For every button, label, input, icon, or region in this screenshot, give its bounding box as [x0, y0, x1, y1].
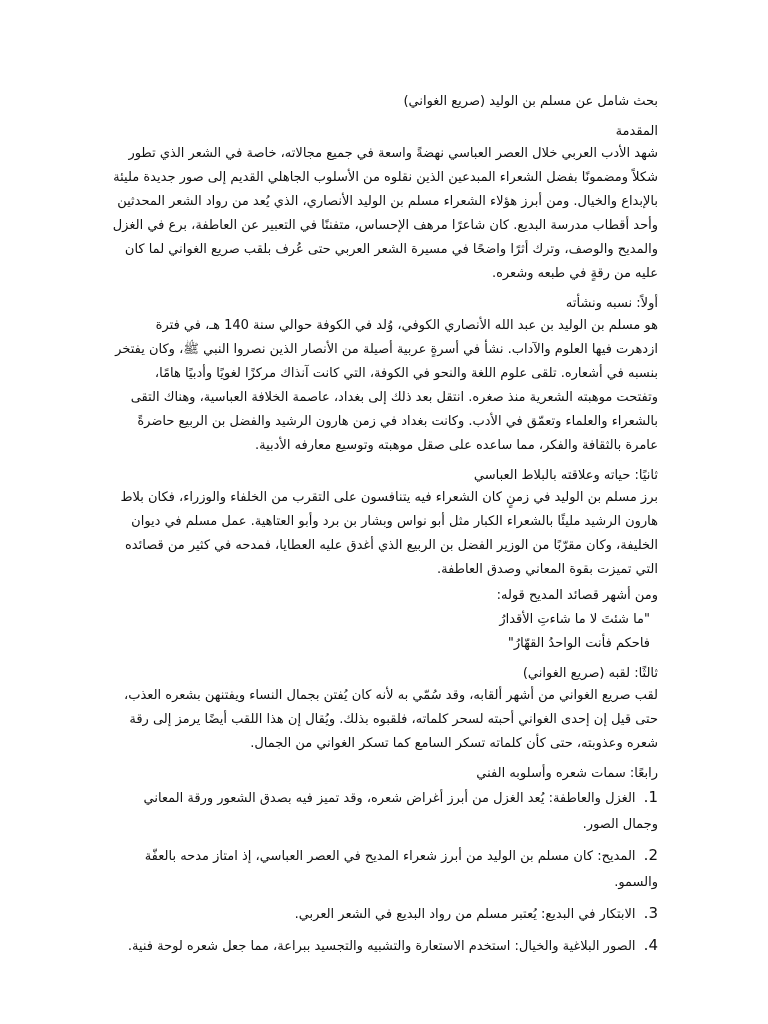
list-item-text: الغزل والعاطفة: يُعد الغزل من أبرز أغراض شعره، وقد تميز فيه بصدق الشعور ورقة المعاني وجمال الصور. [143, 791, 658, 832]
list-item-number: 4. [643, 936, 658, 954]
list-item-text: الصور البلاغية والخيال: استخدم الاستعارة والتشبيه والتجسيد ببراعة، مما جعل شعره لوحة فنية. [127, 939, 636, 954]
list-item-number: 3. [643, 904, 658, 922]
list-item [112, 900, 658, 928]
nickname-heading: ثالثًا: لقبه (صريع الغواني) [522, 666, 658, 681]
court-heading: ثانيًا: حياته وعلاقته بالبلاط العباسي [473, 468, 658, 483]
lineage-paragraph: هو مسلم بن الوليد بن عبد الله الأنصاري الكوفي، وُلد في الكوفة حوالي سنة 140 هـ، في فترة ازدهرت فيها العلوم والآداب. نشأ في أسرةٍ عربية أصيلة من الأنصار الذين نصروا النبي ﷺ، وكان يفتخر بنسبه في أشعاره. تلقى علوم اللغة والنحو في الكوفة، التي كانت آنذاك مركزًا لغويًا وأدبيًا هامًا، وتفتحت موهبته الشعرية منذ صغره. انتقل بعد ذلك إلى بغداد، عاصمة الخلافة العباسية، وهناك التقى بالشعراء والعلماء وتعمّق في الأدب. وكانت بغداد في زمن هارون الرشيد والفضل بن الربيع حاضرةً عامرة بالثقافة والفكر، مما ساعده على صقل موهبته وتوسيع معارفه الأدبية. [115, 318, 658, 453]
document-body [112, 92, 658, 964]
style-heading: رابعًا: سمات شعره وأسلوبه الفني [476, 766, 658, 781]
list-item-text: المديح: كان مسلم بن الوليد من أبرز شعراء المديح في العصر العباسي، إذ امتاز مدحه بالعفّة والسمو. [144, 849, 658, 890]
list-item-number: 2. [643, 846, 658, 864]
intro-section [112, 122, 658, 286]
style-section [112, 764, 658, 960]
poem-verse-2: فاحكم فأنت الواحدُ القهّارُ" [507, 636, 650, 651]
style-list [112, 784, 658, 960]
lineage-heading: أولاً: نسبه ونشأته [565, 296, 658, 311]
document-title: بحث شامل عن مسلم بن الوليد (صريع الغواني) [403, 94, 658, 109]
intro-paragraph: شهد الأدب العربي خلال العصر العباسي نهضةً واسعة في جميع مجالاته، خاصة في الشعر الذي تطور شكلاً ومضمونًا بفضل الشعراء المبدعين الذين نقلوه من الأسلوب الجاهلي القديم إلى صور جديدة مليئة بالإبداع والخيال. ومن أبرز هؤلاء الشعراء مسلم بن الوليد الأنصاري، الذي يُعد من رواد الشعر المحدثين وأحد أقطاب مدرسة البديع. كان شاعرًا مرهف الإحساس، متفننًا في التعبير عن العاطفة، برع في الغزل والمديح والوصف، وترك أثرًا واضحًا في مسيرة الشعر العربي حتى عُرف بلقب صريع الغواني لما كان عليه من رقةٍ في طبعه وشعره. [112, 146, 658, 281]
poem-intro: ومن أشهر قصائد المديح قوله: [496, 588, 658, 603]
court-paragraph: برز مسلم بن الوليد في زمنٍ كان الشعراء فيه يتنافسون على التقرب من الخلفاء والوزراء، فكان بلاط هارون الرشيد مليئًا بالشعراء الكبار مثل أبو نواس وبشار بن برد وأبو العتاهية. عمل مسلم في ديوان الخليفة، وكان مقرّبًا من الوزير الفضل بن الربيع الذي أغدق عليه العطايا، فمدحه في كثير من قصائده التي تميزت بقوة المعاني وصدق العاطفة. [120, 490, 658, 577]
nickname-paragraph: لقب صريع الغواني من أشهر ألقابه، وقد سُمّي به لأنه كان يُفتن بجمال النساء ويفتنهن بشعره العذب، حتى قيل إن إحدى الغواني أحبته لسحر كلماته، فلقبوه بذلك. ويُقال إن هذا اللقب أيضًا يرمز إلى رقة شعره وعذوبته، حتى كأن كلماته تسكر السامع كما تسكر الغواني من الجمال. [124, 688, 658, 751]
lineage-section [112, 294, 658, 458]
court-section [112, 466, 658, 656]
list-item [112, 932, 658, 960]
list-item-number: 1. [643, 788, 658, 806]
list-item [112, 784, 658, 838]
nickname-section [112, 664, 658, 756]
intro-heading: المقدمة [615, 124, 658, 139]
poem-verse-1: "ما شئتَ لا ما شاءتِ الأقدارُ [499, 612, 650, 627]
list-item-text: الابتكار في البديع: يُعتبر مسلم من رواد البديع في الشعر العربي. [294, 907, 636, 922]
list-item [112, 842, 658, 896]
